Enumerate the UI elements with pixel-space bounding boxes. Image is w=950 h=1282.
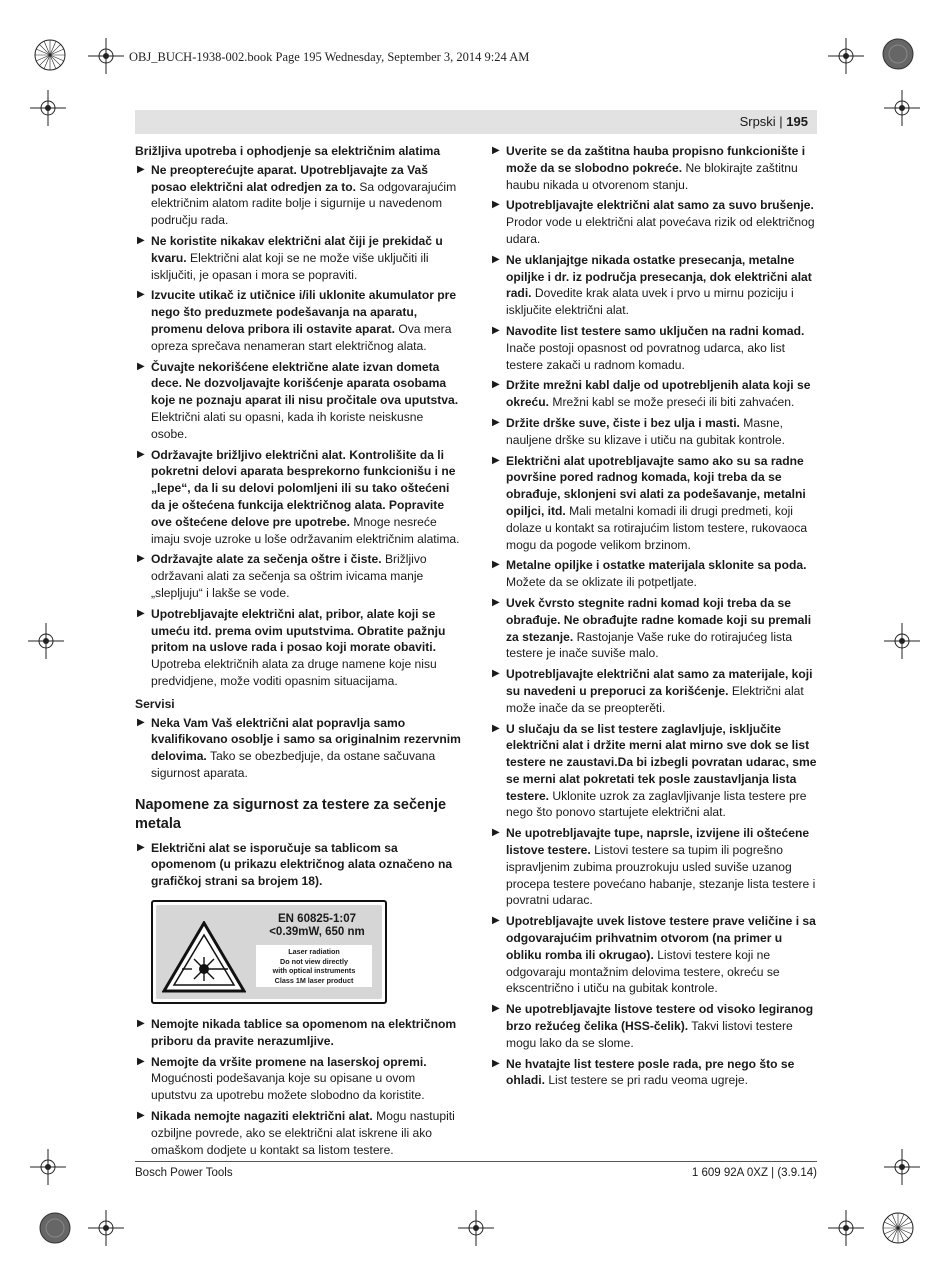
crosshair-mark-icon xyxy=(28,623,64,659)
item-bold-text: U slučaju da se list testere zaglavljuje, isključite električni alat i držite merni alat mirno sve dok se list testere ne zaustavi.Da bi izbegli povratan udarac, sme se merni alat pokretati tek posle zaustavljanja lista testere. xyxy=(506,721,817,803)
bullet-arrow-icon: ▶ xyxy=(492,1057,500,1069)
bullet-arrow-icon: ▶ xyxy=(492,145,500,156)
item-text: Električni alat koji se ne može više uključiti ili isključiti, je opasan i mora se popraviti. xyxy=(151,250,429,282)
footer-code: 1 609 92A 0XZ | (3.9.14) xyxy=(691,1167,817,1179)
bullet-arrow-icon: ▶ xyxy=(137,1055,145,1067)
registration-mark-icon xyxy=(30,35,70,75)
list-item xyxy=(490,415,817,449)
list-item xyxy=(135,1054,462,1104)
item-bold-text: Neka Vam Vaš električni alat popravlja samo kvalifikovano osoblje i samo sa originalnim rezervnim delovima. xyxy=(151,715,461,764)
item-list xyxy=(135,840,462,890)
page-number: 195 xyxy=(786,114,808,129)
item-text: Možete da se oklizate ili potpetljate. xyxy=(506,575,697,590)
list-item xyxy=(135,551,462,601)
header-text xyxy=(740,114,808,129)
bullet-arrow-icon: ▶ xyxy=(137,234,145,246)
page-header xyxy=(135,110,817,134)
item-text: Dovedite krak alata uvek i prvo u mirnu poziciju i isključite električni alat. xyxy=(506,286,794,318)
section-heading: Servisi xyxy=(135,696,175,711)
bullet-arrow-icon: ▶ xyxy=(137,553,145,565)
item-bold-text: Upotrebljavajte električni alat samo za suvo brušenje. xyxy=(506,198,814,213)
laser-warning-icon xyxy=(162,921,246,993)
item-text: List testere se pri radu veoma ugreje. xyxy=(544,1073,748,1088)
crosshair-mark-icon xyxy=(828,38,864,74)
bullet-arrow-icon: ▶ xyxy=(137,841,145,853)
item-bold-text: Čuvajte nekorišćene električne alate izvan dometa dece. Ne dozvoljavajte korišćenje aparata osobama koje ne poznaju aparat ili nisu pročitale ova uputstva. xyxy=(151,359,459,408)
crosshair-mark-icon xyxy=(828,1210,864,1246)
bullet-arrow-icon: ▶ xyxy=(492,199,500,211)
list-item xyxy=(490,323,817,373)
item-text: Rastojanje Vaše ruke do rotirajućeg lista testere je inače suviše malo. xyxy=(506,629,793,661)
bullet-arrow-icon: ▶ xyxy=(137,1018,145,1030)
item-text: Mogućnosti podešavanja koje su opisane u ovom uputstvu za upotrebu možete slobodno da koristite. xyxy=(151,1071,425,1103)
list-item xyxy=(490,913,817,997)
list-item xyxy=(135,287,462,354)
item-bold-text: Ne upotrebljavajte listove testere od visoko legiranog brzo režućeg čelika (HSS-čelik). xyxy=(506,1002,814,1034)
list-item xyxy=(490,143,817,193)
registration-mark-icon xyxy=(878,1208,918,1248)
item-text: Uklonite uzrok za zaglavljivanje lista testere pre nego što ponovo startujete električni alat. xyxy=(506,788,807,820)
item-bold-text: Nemojte da vršite promene na laserskoj opremi. xyxy=(151,1054,427,1069)
bullet-arrow-icon: ▶ xyxy=(137,289,145,301)
bullet-arrow-icon: ▶ xyxy=(137,360,145,372)
item-bold-text: Ne preopterećujte aparat. Upotrebljavajte za Vaš posao električni alat odredjen za to. xyxy=(151,162,428,194)
bullet-arrow-icon: ▶ xyxy=(492,722,500,734)
list-item xyxy=(135,715,462,782)
bullet-arrow-icon: ▶ xyxy=(137,163,145,175)
item-text: Upotreba električnih alata za druge namene koje nisu predvidjene, može voditi opasnim situacijama. xyxy=(151,657,437,688)
item-bold-text: Ne uklanjajtge nikada ostatke presecanja, metalne opiljke i dr. iz područja presecanja, dok električni alat radi. xyxy=(506,252,812,301)
laser-warning-label xyxy=(151,900,387,1004)
bullet-arrow-icon: ▶ xyxy=(492,324,500,336)
item-list xyxy=(135,1016,462,1158)
bullet-arrow-icon: ▶ xyxy=(492,668,500,680)
header-separator: | xyxy=(775,114,787,129)
list-item xyxy=(135,1016,462,1050)
item-bold-text: Električni alat se isporučuje sa tablicom sa opomenom (u prikazu električnog alata označeno na grafičkoj strani sa brojem 18). xyxy=(151,840,453,889)
header-section: Srpski xyxy=(739,114,776,129)
item-text: Sa odgovarajućim električnim alatom radite bolje i sigurnije u navedenom području rada. xyxy=(151,179,457,228)
item-text: Ne blokirajte zaštitnu haubu nikada u otvorenom stanju. xyxy=(506,160,798,192)
item-text: Ova mera opreza sprečava nenameran start električnog alata. xyxy=(151,321,452,353)
left-column xyxy=(135,143,462,1162)
crosshair-mark-icon xyxy=(884,623,920,659)
crosshair-mark-icon xyxy=(884,1149,920,1185)
item-bold-text: Električni alat upotrebljavajte samo ako su sa radne površine pored radnog komada, koji treba da se obrađuje, sklonjeni svi alati za podešavanje, metalni opiljci, itd. xyxy=(506,453,806,518)
list-item xyxy=(135,359,462,443)
footer-rule xyxy=(135,1161,817,1162)
item-text: Listovi testere koji ne odgovaraju montažnim delovima testere, okreću se ekscentrično i utiču na gubitak kontrole. xyxy=(506,947,780,996)
item-bold-text: Držite mrežni kabl dalje od upotrebljenih alata koji se okreću. xyxy=(506,378,811,410)
bullet-arrow-icon: ▶ xyxy=(137,607,145,619)
gray-registration-icon xyxy=(881,37,915,71)
list-item xyxy=(490,666,817,716)
crosshair-mark-icon xyxy=(30,1149,66,1185)
item-text: Prodor vode u električni alat povećava rizik od električnog udara. xyxy=(506,215,815,246)
item-bold-text: Metalne opiljke i ostatke materijala sklonite sa poda. xyxy=(506,558,807,573)
item-bold-text: Nikada nemojte nagaziti električni alat. xyxy=(151,1109,373,1124)
item-list xyxy=(135,162,462,690)
bullet-arrow-icon: ▶ xyxy=(492,416,500,428)
item-text: Takvi listovi testere mogu lako da se slome. xyxy=(506,1019,793,1050)
bullet-arrow-icon: ▶ xyxy=(492,596,500,608)
bullet-arrow-icon: ▶ xyxy=(492,379,500,391)
bullet-arrow-icon: ▶ xyxy=(137,448,145,460)
item-list xyxy=(490,143,817,1089)
item-bold-text: Nemojte nikada tablice sa opomenom na električnom priboru da pravite nerazumljive. xyxy=(151,1017,457,1048)
item-bold-text: Upotrebljavajte električni alat samo za materijale, koji su navedeni u preporuci za korišćenje. xyxy=(506,667,813,698)
item-bold-text: Uverite se da zaštitna hauba propisno funkcionište i može da se slobodno pokreće. xyxy=(506,144,806,175)
section-heading: Napomene za sigurnost za testere za sečenje metala xyxy=(135,796,447,832)
label-warning-text xyxy=(256,945,372,987)
list-item xyxy=(490,197,817,247)
item-text: Mnoge nesreće imaju svoje uzroke u loše održavanim električnim alatima. xyxy=(151,514,460,546)
item-bold-text: Uvek čvrsto stegnite radni komad koji treba da se obrađuje. Ne obrađujte radne komade koji su premali za stezanje. xyxy=(506,595,812,644)
list-item xyxy=(135,447,462,548)
crosshair-mark-icon xyxy=(884,90,920,126)
list-item xyxy=(490,721,817,822)
list-item xyxy=(135,606,462,690)
item-bold-text: Izvucite utikač iz utičnice i/ili uklonite akumulator pre nego što preduzmete podešavanja na aparatu, promenu delova pribora ili ostavite aparat. xyxy=(151,288,457,336)
item-bold-text: Ne hvatajte list testere posle rada, pre nego što se ohladi. xyxy=(506,1056,795,1088)
bullet-arrow-icon: ▶ xyxy=(492,559,500,571)
label-line: Laser radiation xyxy=(288,947,340,957)
label-line: Class 1M laser product xyxy=(274,975,354,985)
item-text: Tako se obezbedjuje, da ostane sačuvana sigurnost aparata. xyxy=(151,749,436,780)
item-bold-text: Ne upotrebljavajte tupe, naprsle, izvijene ili oštećene listove testere. xyxy=(506,826,810,858)
crosshair-mark-icon xyxy=(88,1210,124,1246)
item-bold-text: Navodite list testere samo uključen na radni komad. xyxy=(506,323,805,338)
item-text: Brižljivo održavani alati za sečenja sa oštrim ivicama manje „slepljuju“ i lakše se vode. xyxy=(151,552,427,600)
item-bold-text: Upotrebljavajte uvek listove testere prave veličine i sa odgovarajućim prihvatnim otvorom (na primer u obliku romba ili okrugao). xyxy=(506,914,816,962)
item-text: Listovi testere sa tupim ili pogrešno ispravljenim zubima prouzrokuju usled suviše uzanog procepa testere povećano habanje, stezanje lista testere i povratni udarac. xyxy=(506,843,816,908)
crosshair-mark-icon xyxy=(458,1210,494,1246)
item-list xyxy=(135,715,462,782)
crosshair-mark-icon xyxy=(88,38,124,74)
list-item xyxy=(490,825,817,909)
list-item xyxy=(490,595,817,662)
list-item xyxy=(490,377,817,411)
crosshair-mark-icon xyxy=(30,90,66,126)
item-text: Masne, nauljene drške su klizave i utiču na gubitak kontrole. xyxy=(506,415,785,447)
print-slug: OBJ_BUCH-1938-002.book Page 195 Wednesday, September 3, 2014 9:24 AM xyxy=(129,50,530,64)
item-text: Električni alati su opasni, kada ih koriste neiskusne osobe. xyxy=(151,409,424,441)
list-item xyxy=(490,453,817,554)
bullet-arrow-icon: ▶ xyxy=(137,716,145,728)
list-item xyxy=(490,557,817,591)
list-item xyxy=(135,162,462,229)
footer-brand: Bosch Power Tools xyxy=(135,1167,233,1179)
item-bold-text: Upotrebljavajte električni alat, pribor, alate koji se umeću itd. prema ovim uputstvima. Obratite pažnju pritom na uslove rada i posao koji morate obaviti. xyxy=(151,606,446,655)
bullet-arrow-icon: ▶ xyxy=(492,454,500,466)
list-item xyxy=(490,1001,817,1051)
item-bold-text: Držite drške suve, čiste i bez ulja i masti. xyxy=(506,415,740,430)
item-text: Mrežni kabl se može preseći ili biti zahvaćen. xyxy=(549,395,795,410)
item-text: Mogu nastupiti ozbiljne povrede, ako se električni alat iskrene ili ako omaškom dodjete u kontakt sa listom testere. xyxy=(151,1109,455,1157)
list-item xyxy=(135,1108,462,1158)
bullet-arrow-icon: ▶ xyxy=(492,827,500,839)
item-bold-text: Ne koristite nikakav električni alat čiji je prekidač u kvaru. xyxy=(151,233,443,265)
list-item xyxy=(490,1056,817,1090)
label-standard: EN 60825-1:07 xyxy=(278,913,356,926)
label-power: <0.39mW, 650 nm xyxy=(269,926,365,939)
section-heading: Brižljiva upotreba i ophodjenje sa električnim alatima xyxy=(135,144,441,158)
bullet-arrow-icon: ▶ xyxy=(492,1003,500,1015)
list-item xyxy=(490,252,817,319)
item-text: Inače postoji opasnost od povratnog udarca, ako list testere zakači u radnom komadu. xyxy=(506,340,786,372)
right-column xyxy=(490,143,817,1093)
label-line: with optical instruments xyxy=(272,966,356,976)
item-bold-text: Održavajte alate za sečenja oštre i čiste. xyxy=(151,552,382,567)
bullet-arrow-icon: ▶ xyxy=(492,253,500,265)
list-item xyxy=(135,233,462,283)
item-text: Električni alat može inače da se preopterěti. xyxy=(506,683,804,715)
item-bold-text: Održavajte brižljivo električni alat. Kontrolišite da li pokretni delovi aparata besprekorno funkcionišu i ne „lepe“, da li su delovi polomljeni ili su tako oštećeni da je oštećena funkcija električnog alata. Popravite ove oštećene delove pre upotrebe. xyxy=(151,447,456,529)
bullet-arrow-icon: ▶ xyxy=(137,1110,145,1122)
list-item xyxy=(135,840,462,890)
label-title xyxy=(252,913,382,939)
label-line: Do not view directly xyxy=(280,956,348,966)
gray-registration-icon xyxy=(38,1211,72,1245)
bullet-arrow-icon: ▶ xyxy=(492,915,500,927)
item-text: Mali metalni komadi ili drugi predmeti, koji dolaze u kontakt sa rotirajućim listom testere, rukovaoca mogu da pogode velikom brzinom. xyxy=(506,503,808,552)
